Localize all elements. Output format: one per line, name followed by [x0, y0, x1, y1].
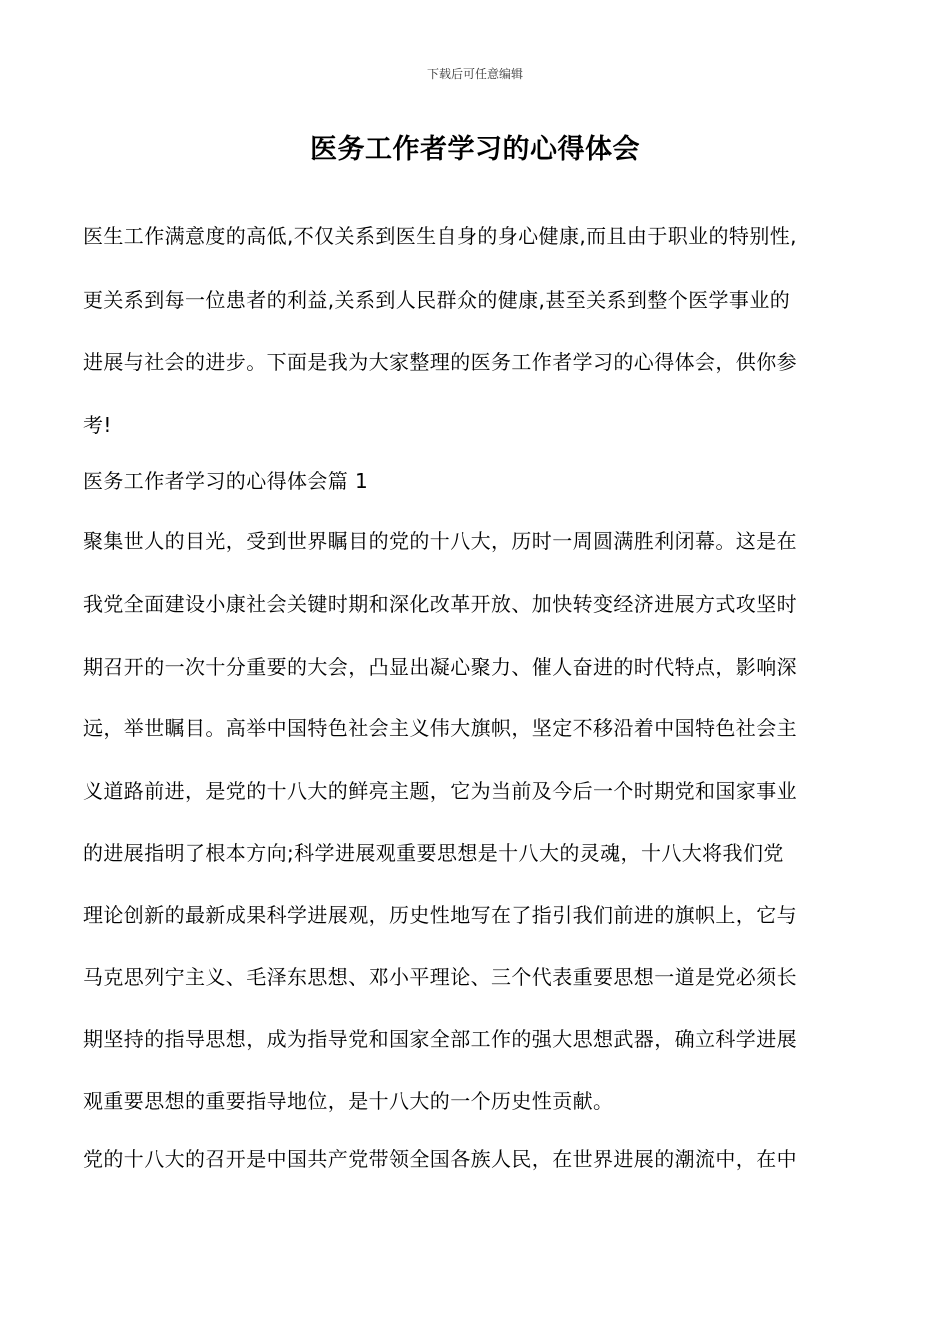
paragraph1-line-5: 义道路前进，是党的十八大的鲜亮主题，它为当前及今后一个时期党和国家事业 — [83, 779, 797, 803]
header-note: 下载后可任意编辑 — [426, 67, 523, 81]
intro-line-3: 进展与社会的进步。下面是我为大家整理的医务工作者学习的心得体会，供你参 — [83, 350, 797, 374]
paragraph1-line-9: 期坚持的指导思想，成为指导党和国家全部工作的强大思想武器，确立科学进展 — [83, 1027, 797, 1051]
document-title: 医务工作者学习的心得体会 — [310, 134, 640, 165]
intro-line-4: 考! — [83, 413, 112, 437]
paragraph2-line-1: 党的十八大的召开是中国共产党带领全国各族人民，在世界进展的潮流中，在中 — [83, 1147, 797, 1171]
paragraph1-line-7: 理论创新的最新成果科学进展观，历史性地写在了指引我们前进的旗帜上，它与 — [83, 903, 797, 927]
paragraph1-line-6: 的进展指明了根本方向;科学进展观重要思想是十八大的灵魂，十八大将我们党 — [83, 841, 784, 865]
section-heading: 医务工作者学习的心得体会篇 1 — [83, 469, 369, 493]
paragraph1-line-8: 马克思列宁主义、毛泽东思想、邓小平理论、三个代表重要思想一道是党必须长 — [83, 965, 797, 989]
intro-line-2: 更关系到每一位患者的利益,关系到人民群众的健康,甚至关系到整个医学事业的 — [83, 288, 791, 312]
intro-line-1: 医生工作满意度的高低,不仅关系到医生自身的身心健康,而且由于职业的特别性, — [83, 224, 797, 248]
paragraph1-line-3: 期召开的一次十分重要的大会，凸显出凝心聚力、催人奋进的时代特点，影响深 — [83, 655, 797, 679]
paragraph1-line-4: 远，举世瞩目。高举中国特色社会主义伟大旗帜，坚定不移沿着中国特色社会主 — [83, 716, 797, 740]
paragraph1-line-2: 我党全面建设小康社会关键时期和深化改革开放、加快转变经济进展方式攻坚时 — [83, 592, 797, 616]
paragraph1-line-10: 观重要思想的重要指导地位，是十八大的一个历史性贡献。 — [83, 1089, 614, 1113]
paragraph1-line-1: 聚集世人的目光，受到世界瞩目的党的十八大，历时一周圆满胜利闭幕。这是在 — [83, 529, 797, 553]
